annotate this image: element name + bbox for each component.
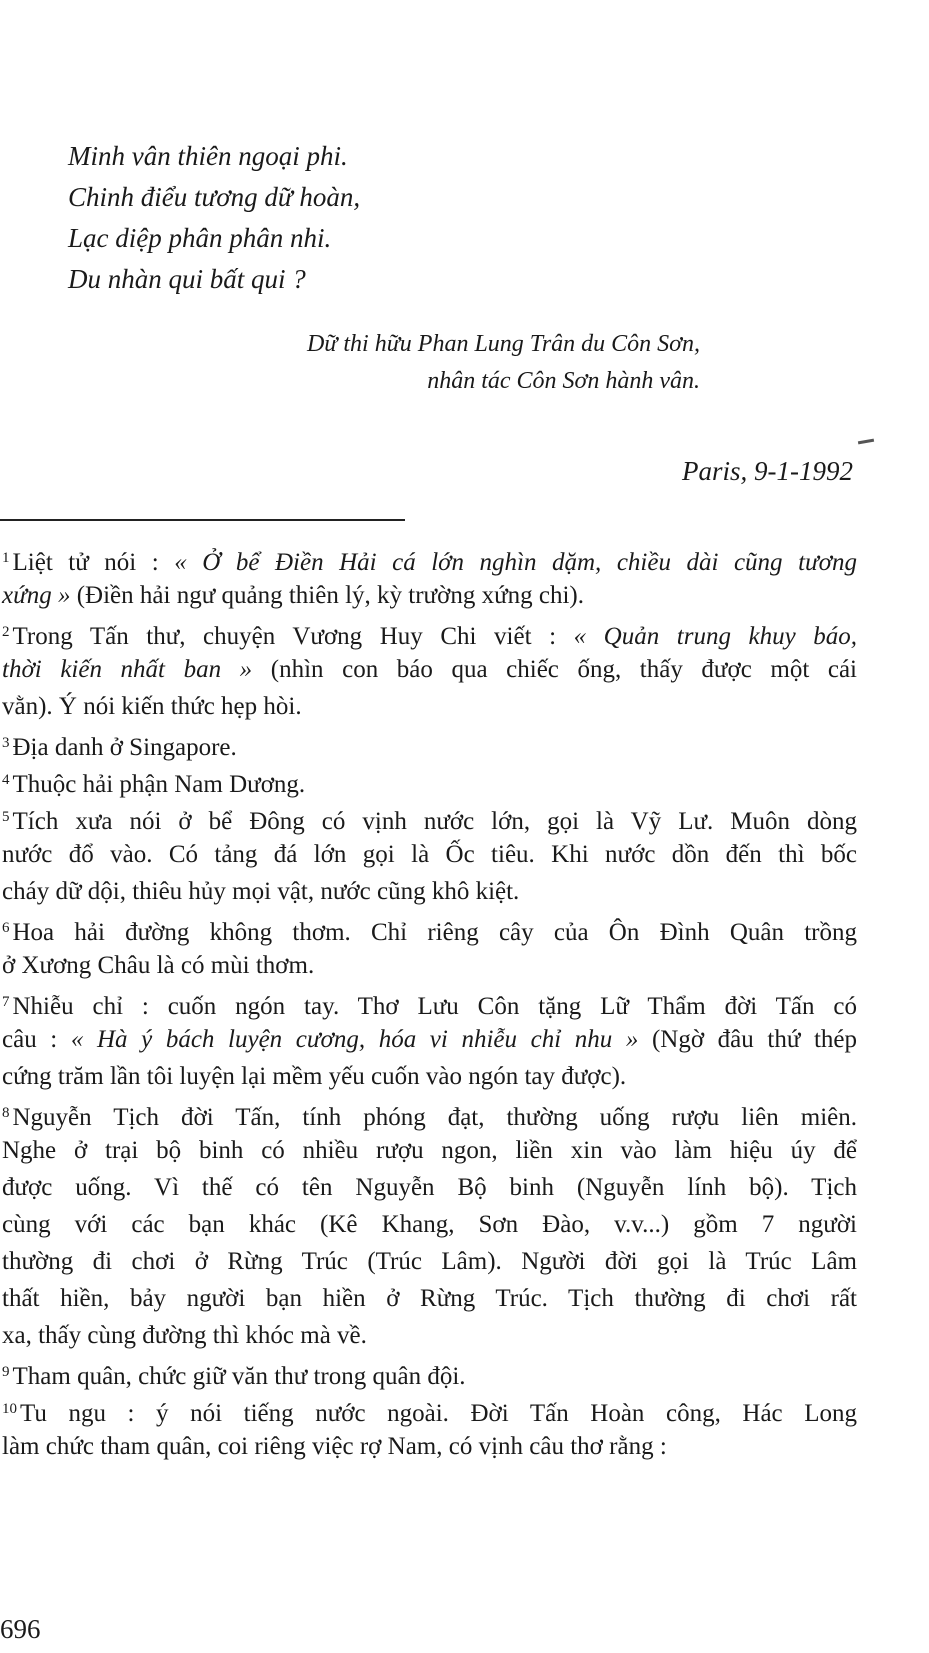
footnote-text: Liệt tử nói :: [12, 549, 175, 576]
poem-line: Du nhàn qui bất qui ?: [68, 264, 306, 294]
footnote-quote: « Quản trung khuy báo,: [573, 623, 858, 650]
poem-line: Chinh điểu tương dữ hoàn,: [68, 182, 361, 212]
footnote-line: [0, 1243, 857, 1280]
footnote-line: [0, 614, 857, 651]
footnote-text: Tham quân, chức giữ văn thư trong quân đội.: [12, 1363, 466, 1390]
footnote-text: (nhìn con báo qua chiếc ống, thấy được một cái: [252, 656, 858, 683]
footnote: [0, 725, 857, 762]
footnote-text: cùng với các bạn khác (Kê Khang, Sơn Đào, v.v...) gồm 7 người: [2, 1211, 857, 1238]
poem-line: Minh vân thiên ngoại phi.: [68, 141, 348, 171]
footnote-line: [0, 836, 857, 873]
footnote-text: Trong Tấn thư, chuyện Vương Huy Chi viết :: [12, 623, 574, 650]
footnote: [0, 1095, 857, 1354]
footnote-line: [0, 984, 857, 1021]
dedication-line: Dữ thi hữu Phan Lung Trân du Côn Sơn,: [306, 331, 700, 357]
footnote-number: 8: [2, 1105, 10, 1121]
footnote-text: cháy dữ dội, thiêu hủy mọi vật, nước cũng khô kiệt.: [2, 878, 520, 905]
footnote: [0, 1354, 857, 1391]
footnote-text: làm chức tham quân, coi riêng việc rợ Nam, có vịnh câu thơ rằng :: [2, 1433, 667, 1460]
footnote-number: 6: [2, 920, 10, 936]
footnote-number: 7: [2, 994, 10, 1010]
footnote-text: thường đi chơi ở Rừng Trúc (Trúc Lâm). Người đời gọi là Trúc Lâm: [2, 1248, 857, 1275]
footnote-quote: thời kiến nhất ban »: [2, 656, 253, 683]
footnote-text: (Điền hải ngư quảng thiên lý, kỳ trường xứng chi).: [70, 582, 584, 609]
footnote-quote: « Hà ý bách luyện cương, hóa vi nhiễu chỉ nhu »: [70, 1026, 639, 1053]
footnote-number: 5: [2, 809, 10, 825]
footnote-number: 10: [2, 1401, 17, 1417]
footnote-number: 9: [2, 1364, 10, 1380]
dateline: Paris, 9-1-1992: [682, 456, 853, 486]
poem-stanza: [68, 136, 360, 300]
footnote-text: Nguyễn Tịch đời Tấn, tính phóng đạt, thường uống rượu liên miên.: [12, 1104, 857, 1131]
footnote-line: [0, 688, 857, 725]
footnote-text: nước đổ vào. Có tảng đá lớn gọi là Ốc tiêu. Khi nước dồn đến thì bốc: [2, 841, 857, 868]
footnote-line: [0, 1021, 857, 1058]
footnote: [0, 762, 857, 799]
footnote-line: [0, 1280, 857, 1317]
footnote-text: Tu ngu : ý nói tiếng nước ngoài. Đời Tấn Hoàn công, Hác Long: [20, 1400, 857, 1427]
footnote-text: câu :: [2, 1026, 71, 1053]
footnote-line: [0, 1206, 857, 1243]
footnote: [0, 540, 857, 614]
footnote-line: [0, 725, 857, 762]
footnote-text: Thuộc hải phận Nam Dương.: [12, 771, 306, 798]
footnote-quote: xứng »: [2, 582, 71, 609]
footnote-line: [0, 799, 857, 836]
footnote-line: [0, 577, 857, 614]
footnote-line: [0, 651, 857, 688]
footnote-line: [0, 1095, 857, 1132]
footnote-text: thất hiền, bảy người bạn hiền ở Rừng Trúc. Tịch thường đi chơi rất: [2, 1285, 857, 1312]
footnote-number: 2: [2, 624, 10, 640]
footnote-text: ở Xương Châu là có mùi thơm.: [2, 952, 315, 979]
footnote-text: Nghe ở trại bộ binh có nhiều rượu ngon, liền xin vào làm hiệu úy để: [2, 1137, 857, 1164]
footnote: [0, 614, 857, 725]
footnote-quote: « Ở bể Điền Hải cá lớn nghìn dặm, chiều dài cũng tương: [174, 549, 858, 576]
footnote-line: [0, 1428, 857, 1465]
footnote-text: cứng trăm lần tôi luyện lại mềm yếu cuốn vào ngón tay được).: [2, 1063, 627, 1090]
footnote-number: 3: [2, 735, 10, 751]
page-number: 696: [0, 1614, 41, 1644]
footnote-text: Địa danh ở Singapore.: [12, 734, 237, 761]
footnote-text: vằn). Ý nói kiến thức hẹp hòi.: [2, 693, 302, 720]
footnote: [0, 910, 857, 984]
footnote-text: được uống. Vì thế có tên Nguyễn Bộ binh (Nguyễn lính bộ). Tịch: [2, 1174, 857, 1201]
footnote-line: [0, 540, 857, 577]
footnote: [0, 984, 857, 1095]
footnote-line: [0, 873, 857, 910]
footnote-text: Tích xưa nói ở bể Đông có vịnh nước lớn, gọi là Vỹ Lư. Muôn dòng: [12, 808, 857, 835]
footnote: [0, 799, 857, 910]
poem-dedication: [0, 326, 700, 400]
footnote-line: [0, 1169, 857, 1206]
scan-mark: [858, 439, 874, 445]
footnotes-section: [0, 540, 857, 1465]
footnote-line: [0, 762, 857, 799]
footnote: [0, 1391, 857, 1465]
footnote-line: [0, 947, 857, 984]
footnote-line: [0, 910, 857, 947]
footnote-line: [0, 1391, 857, 1428]
footnote-text: Nhiễu chỉ : cuốn ngón tay. Thơ Lưu Côn tặng Lữ Thẩm đời Tấn có: [12, 993, 857, 1020]
footnote-line: [0, 1132, 857, 1169]
footnote-text: (Ngờ đâu thứ thép: [638, 1026, 858, 1053]
footnote-number: 4: [2, 772, 10, 788]
footnote-line: [0, 1317, 857, 1354]
footnote-line: [0, 1058, 857, 1095]
poem-line: Lạc diệp phân phân nhi.: [68, 223, 332, 253]
footnote-separator: [0, 519, 405, 521]
footnote-number: 1: [2, 550, 10, 566]
footnote-text: Hoa hải đường không thơm. Chỉ riêng cây của Ôn Đình Quân trồng: [12, 919, 857, 946]
footnote-text: xa, thấy cùng đường thì khóc mà về.: [2, 1322, 367, 1349]
footnote-line: [0, 1354, 857, 1391]
dedication-line: nhân tác Côn Sơn hành vân.: [427, 368, 700, 394]
